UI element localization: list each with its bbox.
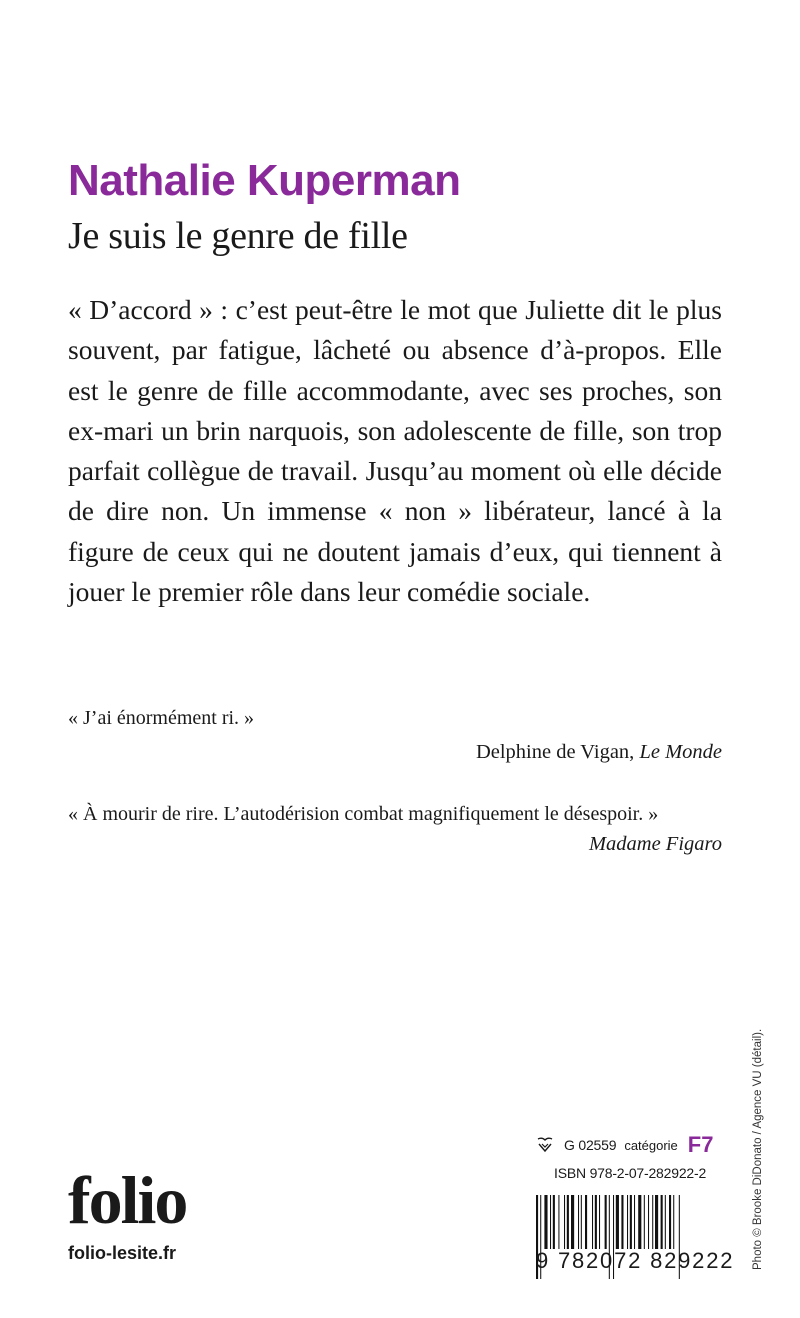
barcode-bar bbox=[621, 1195, 623, 1249]
barcode-bar bbox=[648, 1195, 649, 1249]
barcode-bar bbox=[553, 1195, 555, 1249]
review-quote-1: « J’ai énormément ri. » bbox=[68, 707, 255, 729]
barcode-bar bbox=[544, 1195, 547, 1249]
barcode-bar bbox=[599, 1195, 600, 1249]
barcode-bar bbox=[592, 1195, 593, 1249]
barcode-bar bbox=[564, 1195, 565, 1249]
barcode-bar bbox=[585, 1195, 587, 1249]
barcode-bar bbox=[661, 1195, 663, 1249]
barcode-bar bbox=[571, 1195, 574, 1249]
barcode-bar bbox=[567, 1195, 569, 1249]
barcode-bar bbox=[605, 1195, 607, 1249]
barcode-bar bbox=[581, 1195, 582, 1249]
barcode-digits: 9 782072 829222 bbox=[536, 1248, 735, 1273]
category-row bbox=[536, 1131, 722, 1159]
review-source-publication: Madame Figaro bbox=[588, 833, 722, 855]
product-codes bbox=[536, 1131, 722, 1187]
blurb-text: « D’accord » : c’est peut-être le mot que Juliette dit le plus souvent, par fatigue, lâcheté ou absence d’à-propos. Elle est le genre de fille accommodante, avec ses proches, son ex-mari un brin narquois, son adolescente de fille, son trop parfait collègue de travail. Jusqu’au moment où elle décide de dire non. Un immense « non » libérateur, lancé à la figure de ceux qui ne doutent jamais d’eux, qui tiennent à jouer le premier rôle dans leur comédie sociale. bbox=[68, 294, 722, 608]
barcode-bar bbox=[673, 1195, 674, 1249]
category-label: catégorie bbox=[624, 1137, 678, 1153]
barcode-bar bbox=[627, 1195, 628, 1249]
review-source-person: Delphine de Vigan, bbox=[475, 741, 635, 763]
barcode-bar bbox=[578, 1195, 579, 1249]
barcode-bar bbox=[550, 1195, 551, 1249]
publisher-site: folio-lesite.fr bbox=[68, 1243, 177, 1263]
barcode-bar bbox=[652, 1195, 653, 1249]
author-name: Nathalie Kuperman bbox=[68, 156, 461, 205]
barcode-bar bbox=[558, 1195, 559, 1249]
barcode-bar bbox=[630, 1195, 632, 1249]
g-number: G 02559 bbox=[564, 1137, 617, 1153]
barcode-bar bbox=[638, 1195, 641, 1249]
barcode-bar bbox=[655, 1195, 658, 1249]
barcode-bar bbox=[634, 1195, 635, 1249]
review-source-publication: Le Monde bbox=[639, 741, 722, 763]
barcode-bar bbox=[669, 1195, 671, 1249]
category-value: F7 bbox=[687, 1132, 714, 1157]
review-source-2 bbox=[589, 833, 722, 856]
review-quote-2: « À mourir de rire. L’autodérision combat magnifiquement le désespoir. » bbox=[68, 803, 659, 825]
publisher-logo: folio bbox=[68, 1162, 187, 1238]
review-source-1 bbox=[476, 741, 722, 764]
book-title: Je suis le genre de fille bbox=[68, 215, 408, 257]
barcode-bar bbox=[595, 1195, 597, 1249]
barcode-bar bbox=[665, 1195, 666, 1249]
isbn: ISBN 978-2-07-282922-2 bbox=[554, 1165, 707, 1181]
barcode-bar bbox=[644, 1195, 645, 1249]
photo-credit: Photo © Brooke DiDonato / Agence VU (détail). bbox=[752, 1028, 764, 1270]
folio-emblem-icon bbox=[536, 1136, 556, 1154]
barcode-bar bbox=[616, 1195, 619, 1249]
